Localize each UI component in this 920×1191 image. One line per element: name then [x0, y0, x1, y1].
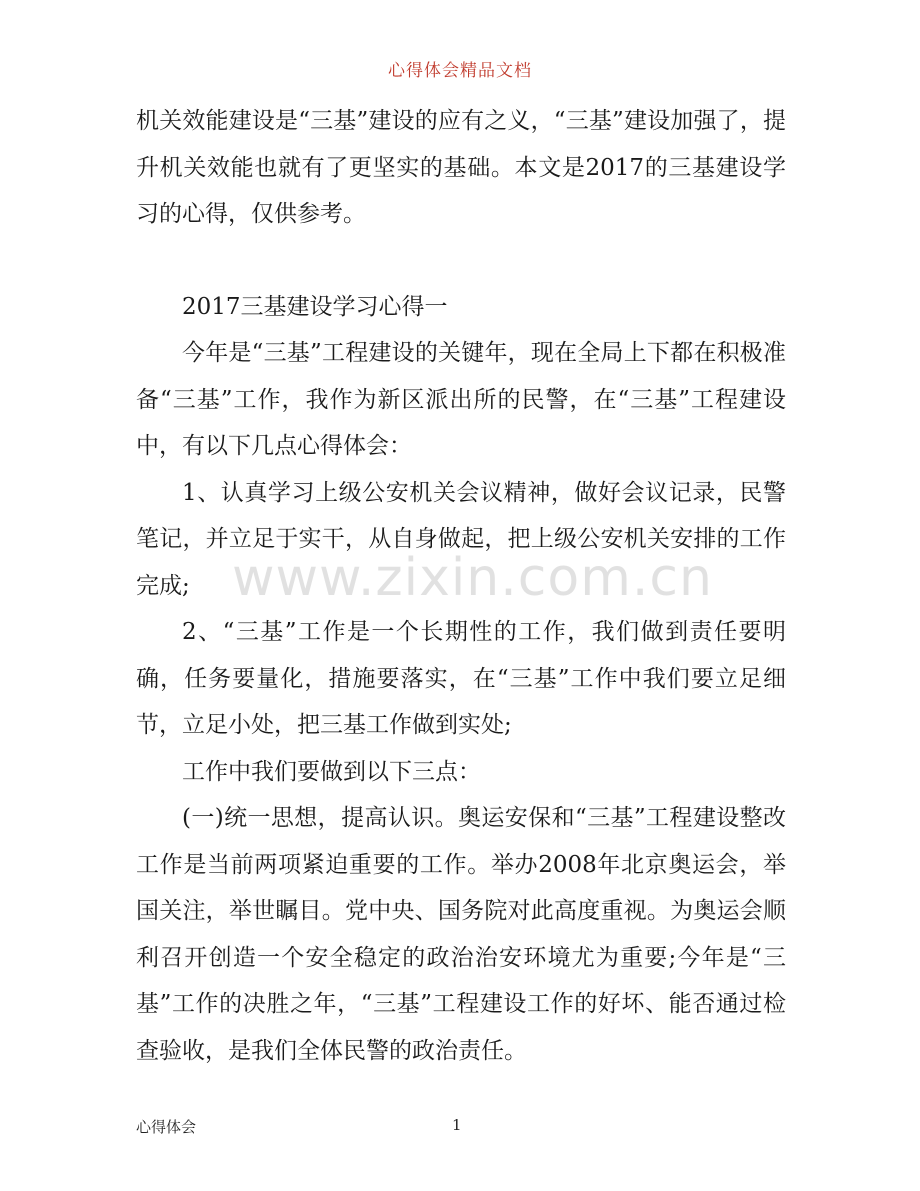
watermark-text: www.zixin.com.cn	[232, 548, 713, 608]
body-paragraph: 2、“三基”工作是一个长期性的工作，我们做到责任要明确，任务要量化，措施要落实，在“三基”工作中我们要立足细节，立足小处，把三基工作做到实处;	[136, 619, 786, 738]
body-paragraph: 1、认真学习上级公安机关会议精神，做好会议记录，民警笔记，并立足于实干，从自身做起，把上级公安机关安排的工作完成;	[136, 479, 786, 599]
body-paragraph: 工作中我们要做到以下三点：	[182, 758, 481, 785]
document-body	[136, 98, 786, 1074]
page-header-title: 心得体会精品文档	[388, 61, 532, 81]
page-number: 1	[452, 1116, 462, 1134]
footer-label: 心得体会	[136, 1118, 197, 1136]
intro-paragraph: 机关效能建设是“三基”建设的应有之义，“三基”建设加强了，提升机关效能也就有了更坚实的基础。本文是2017的三基建设学习的心得，仅供参考。	[136, 108, 786, 227]
paragraph-spacer	[136, 238, 786, 284]
body-paragraph: (一)统一思想，提高认识。奥运安保和“三基”工程建设整改工作是当前两项紧迫重要的工作。举办2008年北京奥运会，举国关注，举世瞩目。党中央、国务院对此高度重视。为奥运会顺利召开创造一个安全稳定的政治治安环境尤为重要;今年是“三基”工作的决胜之年，“三基”工程建设工作的好坏、能否通过检查验收，是我们全体民警的政治责任。	[136, 805, 786, 1064]
section-title: 2017三基建设学习心得一	[182, 293, 448, 320]
body-paragraph: 今年是“三基”工程建设的关键年，现在全局上下都在积极准备“三基”工作，我作为新区派出所的民警，在“三基”工程建设中，有以下几点心得体会：	[136, 340, 786, 459]
